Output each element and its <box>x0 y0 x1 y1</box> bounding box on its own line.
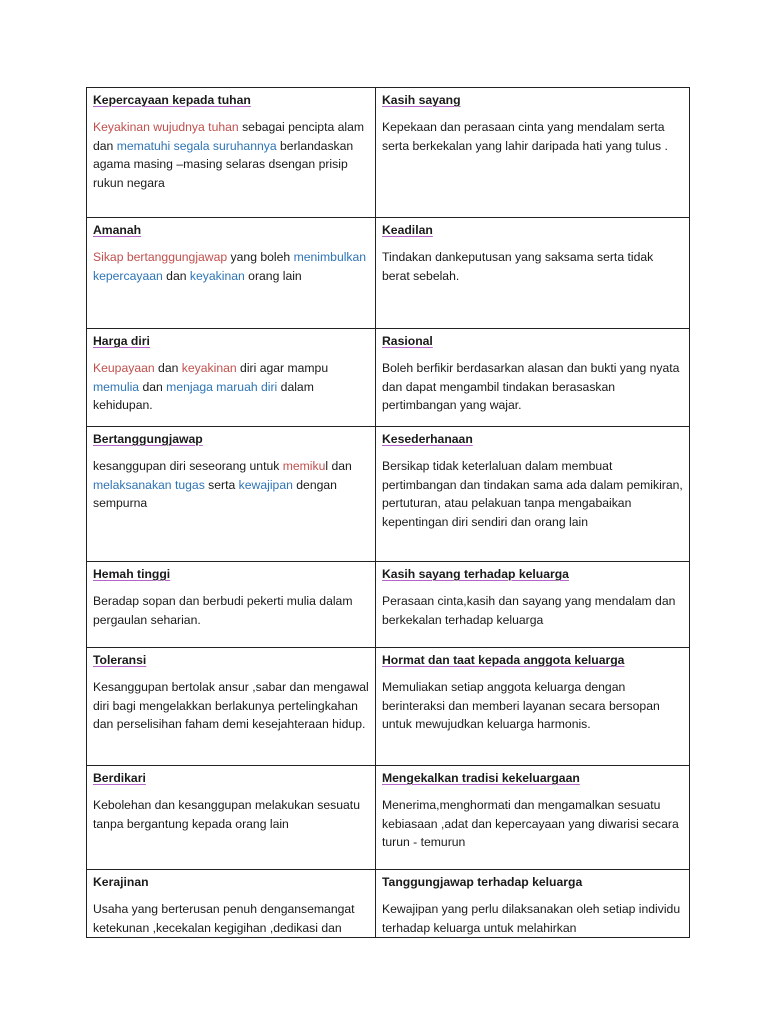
cell-text <box>382 359 683 415</box>
text-segment: memiku <box>282 458 326 473</box>
text-segment: yang boleh <box>227 249 294 264</box>
cell-text <box>93 796 369 834</box>
cell-text <box>93 118 369 193</box>
cell-title: Rasional <box>382 334 433 348</box>
table-cell <box>376 766 690 870</box>
cell-text <box>382 678 683 734</box>
table-cell <box>87 870 376 938</box>
text-segment: mematuhi segala suruhannya <box>116 138 277 153</box>
cell-title: Toleransi <box>93 653 147 667</box>
text-segment: Bersikap tidak keterlaluan dalam membuat pertimbangan dan tindakan sama ada dalam pemikiran, pertuturan, atau pelakuan tanpa mengabaikan kepentingan diri sendiri dan orang lain <box>382 458 683 530</box>
table-row <box>87 88 690 218</box>
cell-title: Kasih sayang terhadap keluarga <box>382 567 569 581</box>
text-segment: Usaha yang berterusan penuh dengansemangat ketekunan ,kecekalan kegigihan ,dedikasi dan <box>93 901 355 935</box>
cell-title: Kerajinan <box>93 875 149 889</box>
text-segment: Kesanggupan bertolak ansur ,sabar dan mengawal diri bagi mengelakkan berlakunya pertelingkahan dan perselisihan faham demi kesejahteraan hidup. <box>93 679 369 732</box>
table-cell <box>87 562 376 648</box>
table-cell <box>87 218 376 329</box>
text-segment: orang lain <box>244 268 302 283</box>
table-row <box>87 427 690 562</box>
table-cell <box>87 648 376 766</box>
text-segment: l dan <box>325 458 352 473</box>
table-cell <box>87 427 376 562</box>
text-segment: keyakinan <box>181 360 237 375</box>
cell-title: Hemah tinggi <box>93 567 171 581</box>
text-segment: serta <box>204 477 239 492</box>
cell-title: Kepercayaan kepada tuhan <box>93 93 251 107</box>
cell-title: Tanggungjawap terhadap keluarga <box>382 875 583 889</box>
table-cell <box>376 562 690 648</box>
text-segment: Menerima,menghormati dan mengamalkan sesuatu kebiasaan ,adat dan kepercayaan yang diwarisi secara turun - temurun <box>382 797 679 850</box>
text-segment: dengan sempurna <box>93 477 337 511</box>
text-segment: keyakinan <box>189 268 245 283</box>
cell-text <box>93 359 369 415</box>
text-segment: diri agar mampu <box>236 360 329 375</box>
cell-title: Kasih sayang <box>382 93 461 107</box>
cell-text <box>382 248 683 286</box>
cell-title: Hormat dan taat kepada anggota keluarga <box>382 653 625 667</box>
cell-text <box>382 118 683 156</box>
table-cell <box>87 766 376 870</box>
text-segment: menimbulkan kepercayaan <box>93 249 367 283</box>
table-cell <box>376 329 690 427</box>
text-segment: dan <box>139 379 167 394</box>
text-segment: Kebolehan dan kesanggupan melakukan sesuatu tanpa bergantung kepada orang lain <box>93 797 360 831</box>
cell-title: Mengekalkan tradisi kekeluargaan <box>382 771 580 785</box>
table-cell <box>376 870 690 938</box>
cell-text <box>93 592 369 630</box>
table-row <box>87 648 690 766</box>
text-segment: kewajipan <box>238 477 293 492</box>
text-segment: Keupayaan <box>93 360 155 375</box>
text-segment: Sikap bertanggungjawap <box>93 249 228 264</box>
text-segment: Kepekaan dan perasaan cinta yang mendalam serta serta berkekalan yang lahir daripada hati yang tulus . <box>382 119 668 153</box>
table-cell <box>376 218 690 329</box>
table-cell <box>376 427 690 562</box>
table-row <box>87 329 690 427</box>
table-row <box>87 562 690 648</box>
cell-title: Berdikari <box>93 771 146 785</box>
text-segment: Memuliakan setiap anggota keluarga dengan berinteraksi dan memberi layanan secara bersopan untuk mewujudkan keluarga harmonis. <box>382 679 660 732</box>
text-segment: Keyakinan wujudnya tuhan <box>93 119 239 134</box>
cell-text <box>382 457 683 532</box>
cell-title: Keadilan <box>382 223 433 237</box>
text-segment: Perasaan cinta,kasih dan sayang yang mendalam dan berkekalan terhadap keluarga <box>382 593 676 627</box>
table-cell <box>87 329 376 427</box>
text-segment: Beradap sopan dan berbudi pekerti mulia dalam pergaulan seharian. <box>93 593 353 627</box>
text-segment: menjaga maruah diri <box>166 379 278 394</box>
text-segment: memulia <box>93 379 140 394</box>
text-segment: Tindakan dankeputusan yang saksama serta tidak berat sebelah. <box>382 249 654 283</box>
table-cell <box>376 648 690 766</box>
cell-text <box>382 900 683 938</box>
cell-text <box>93 248 369 286</box>
values-table <box>86 87 690 938</box>
text-segment: dan <box>162 268 190 283</box>
text-segment: Kewajipan yang perlu dilaksanakan oleh setiap individu terhadap keluarga untuk melahirkan <box>382 901 681 935</box>
text-segment: sebagai pencipta alam dan <box>93 119 365 153</box>
cell-title: Amanah <box>93 223 142 237</box>
cell-text <box>93 457 369 513</box>
cell-text <box>382 592 683 630</box>
text-segment: dan <box>154 360 182 375</box>
cell-text <box>93 678 369 734</box>
text-segment: dalam kehidupan. <box>93 379 314 413</box>
table-row <box>87 218 690 329</box>
table-row <box>87 870 690 938</box>
text-segment: kesanggupan diri seseorang untuk <box>93 458 283 473</box>
cell-text <box>93 900 369 938</box>
text-segment: berlandaskan agama masing –masing selaras dsengan prisip rukun negara <box>93 138 354 191</box>
cell-text <box>382 796 683 852</box>
table-row <box>87 766 690 870</box>
cell-title: Kesederhanaan <box>382 432 473 446</box>
table-cell <box>87 88 376 218</box>
cell-title: Bertanggungjawap <box>93 432 203 446</box>
text-segment: Boleh berfikir berdasarkan alasan dan bukti yang nyata dan dapat mengambil tindakan berasaskan pertimbangan yang wajar. <box>382 360 680 413</box>
text-segment: melaksanakan tugas <box>93 477 205 492</box>
cell-title: Harga diri <box>93 334 150 348</box>
table-cell <box>376 88 690 218</box>
